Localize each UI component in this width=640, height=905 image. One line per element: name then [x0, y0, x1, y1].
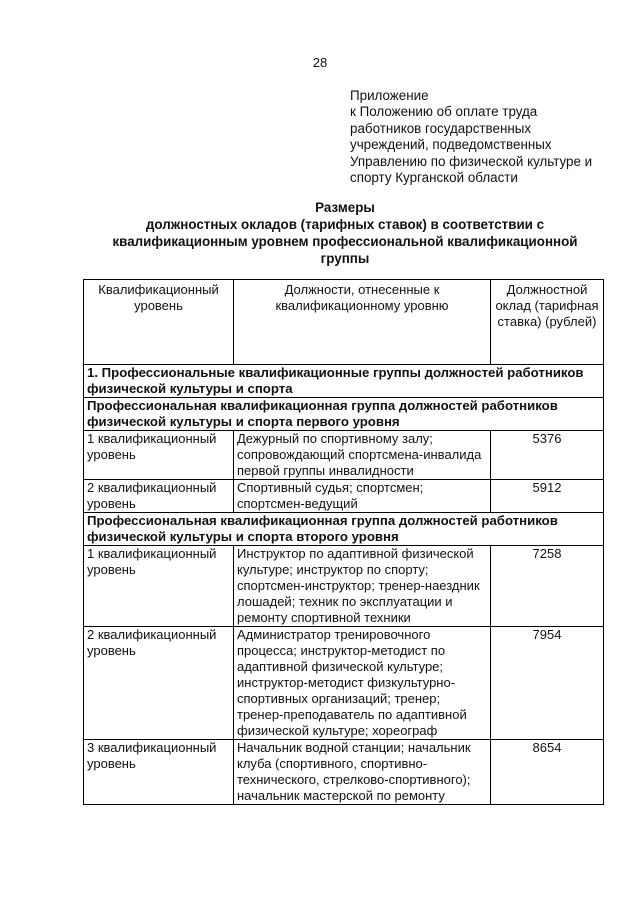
salary-cell: 7954	[491, 627, 604, 740]
level-cell: 3 квалификационный уровень	[84, 740, 234, 805]
document-title	[80, 199, 610, 267]
header-level: Квалификационный уровень	[84, 280, 234, 365]
subgroup-title: Профессиональная квалификационная группа должностей работников физической культуры и спорта второго уровня	[84, 513, 604, 546]
appendix-line: учреждений, подведомственных	[350, 137, 552, 153]
appendix-line: Приложение	[350, 88, 429, 103]
title-line: квалификационным уровнем профессиональной квалификационной	[112, 234, 578, 249]
salary-table	[83, 279, 604, 805]
page-number: 28	[312, 55, 328, 70]
level-cell: 1 квалификационный уровень	[84, 546, 234, 627]
salary-cell: 5376	[491, 431, 604, 480]
header-positions: Должности, отнесенные к квалификационному уровню	[234, 280, 491, 365]
positions-cell: Начальник водной станции; начальник клуба (спортивного, спортивно-технического, стрелково-спортивного); начальник мастерской по ремонту	[234, 740, 491, 805]
level-cell: 1 квалификационный уровень	[84, 431, 234, 480]
positions-cell: Администратор тренировочного процесса; инструктор-методист по адаптивной физической культуре; инструктор-методист физкультурно-спортивных организаций; тренер; тренер-преподаватель по адаптивной физической культуре; хореограф	[234, 627, 491, 740]
table-row	[84, 480, 604, 513]
table-row	[84, 740, 604, 805]
table-row	[84, 627, 604, 740]
title-line: группы	[320, 251, 370, 266]
table-row	[84, 431, 604, 480]
subgroup-title-row	[84, 398, 604, 431]
level-cell: 2 квалификационный уровень	[84, 627, 234, 740]
positions-cell: Дежурный по спортивному залу; сопровождающий спортсмена-инвалида первой группы инвалидности	[234, 431, 491, 480]
salary-cell: 5912	[491, 480, 604, 513]
appendix-line: работников государственных	[350, 120, 532, 136]
table-row	[84, 546, 604, 627]
group-title: 1. Профессиональные квалификационные группы должностей работников физической культуры и спорта	[84, 365, 604, 398]
group-title-row	[84, 365, 604, 398]
level-cell: 2 квалификационный уровень	[84, 480, 234, 513]
positions-cell: Спортивный судья; спортсмен; спортсмен-ведущий	[234, 480, 491, 513]
salary-cell: 8654	[491, 740, 604, 805]
appendix-note	[350, 88, 620, 186]
subgroup-title-row	[84, 513, 604, 546]
table-header-row	[84, 280, 604, 365]
subgroup-title: Профессиональная квалификационная группа должностей работников физической культуры и спорта первого уровня	[84, 398, 604, 431]
title-line: должностных окладов (тарифных ставок) в соответствии с	[145, 217, 545, 232]
appendix-line: спорту Курганской области	[350, 170, 518, 186]
header-salary: Должностной оклад (тарифная ставка) (рублей)	[491, 280, 604, 365]
appendix-line: Управлению по физической культуре и	[350, 153, 593, 169]
salary-cell: 7258	[491, 546, 604, 627]
positions-cell: Инструктор по адаптивной физической культуре; инструктор по спорту; спортсмен-инструктор; тренер-наездник лошадей; техник по эксплуатации и ремонту спортивной техники	[234, 546, 491, 627]
title-line: Размеры	[315, 200, 375, 215]
appendix-line: к Положению об оплате труда	[350, 104, 538, 120]
